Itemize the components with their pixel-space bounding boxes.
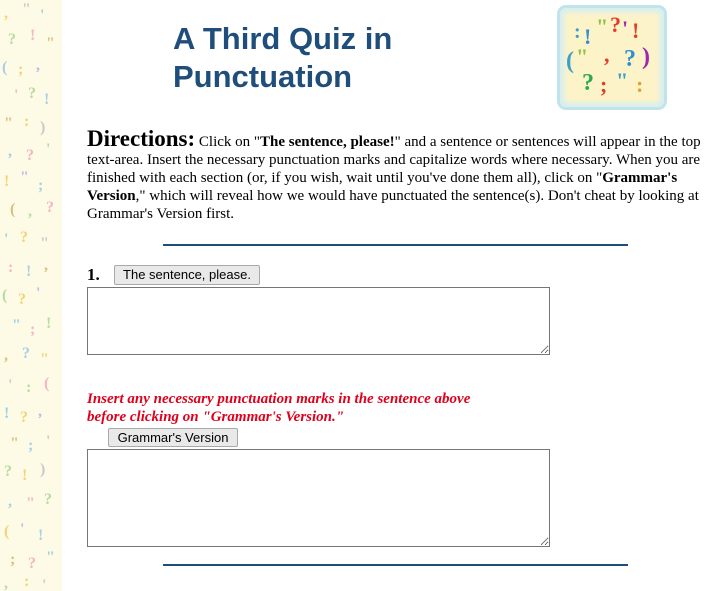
punctuation-pattern-strip <box>0 0 62 591</box>
svg-text:": " <box>22 1 31 18</box>
svg-text::: : <box>24 573 30 590</box>
svg-text:": " <box>10 435 19 452</box>
svg-text:": " <box>576 44 589 69</box>
svg-text:': ' <box>8 377 13 394</box>
svg-text:?: ? <box>8 31 16 48</box>
svg-text:,: , <box>38 403 42 420</box>
svg-text:!: ! <box>4 173 10 190</box>
svg-text:,: , <box>44 257 48 274</box>
svg-text:?: ? <box>18 291 26 308</box>
directions-button-name-1: The sentence, please! <box>260 134 395 150</box>
svg-text:?: ? <box>610 12 621 37</box>
svg-text:,: , <box>28 203 32 220</box>
svg-text:;: ; <box>10 551 16 568</box>
svg-text:(: ( <box>2 287 8 304</box>
svg-text:): ) <box>40 119 46 136</box>
svg-text:?: ? <box>20 409 28 426</box>
answer-textarea[interactable] <box>87 449 550 547</box>
svg-text:!: ! <box>44 91 50 108</box>
question-number: 1. <box>87 265 100 284</box>
directions-heading: Directions: <box>87 126 196 151</box>
svg-text:;: ; <box>30 321 36 338</box>
svg-text:,: , <box>4 347 8 364</box>
svg-text:(: ( <box>44 375 50 392</box>
svg-text:': ' <box>4 231 9 248</box>
svg-text:!: ! <box>632 18 640 43</box>
svg-text:!: ! <box>22 467 28 484</box>
sentence-textarea[interactable] <box>87 287 550 355</box>
svg-text:,: , <box>4 5 8 22</box>
svg-text:?: ? <box>582 70 594 96</box>
svg-text:": " <box>596 14 609 39</box>
svg-text:': ' <box>46 141 51 158</box>
directions-text-part-1: Click on " <box>195 134 261 150</box>
directions-text-part-3: ," which will reveal how we would have punctuated the sentence(s). Don't cheat by looking at Grammar's Version first. <box>87 188 699 222</box>
svg-text:": " <box>40 235 49 252</box>
svg-text:": " <box>20 169 29 186</box>
svg-text:,: , <box>604 42 610 67</box>
svg-text:;: ; <box>18 61 24 78</box>
divider-top <box>163 244 628 246</box>
svg-text:?: ? <box>28 85 36 102</box>
svg-text:": " <box>12 317 21 334</box>
svg-text::: : <box>26 379 32 396</box>
page-title-line-2: Punctuation <box>173 59 353 94</box>
svg-text:!: ! <box>584 24 592 49</box>
svg-text::: : <box>636 72 644 97</box>
svg-text:): ) <box>40 461 46 478</box>
warning-line-1: Insert any necessary punctuation marks in the sentence above <box>87 391 471 407</box>
punctuation-marks-logo <box>560 8 664 107</box>
svg-text:": " <box>40 351 49 368</box>
svg-text:': ' <box>14 87 19 104</box>
svg-text::: : <box>24 113 30 130</box>
svg-text:;: ; <box>38 177 44 194</box>
svg-text:): ) <box>642 44 650 70</box>
svg-text:': ' <box>42 577 47 591</box>
svg-text:": " <box>26 495 35 512</box>
svg-text:,: , <box>8 493 12 510</box>
svg-text:;: ; <box>28 437 34 454</box>
warning-text <box>87 390 527 426</box>
svg-text:': ' <box>46 433 51 450</box>
svg-text:,: , <box>36 57 40 74</box>
svg-text:(: ( <box>10 201 16 218</box>
svg-text:?: ? <box>20 229 28 246</box>
svg-text:?: ? <box>22 345 30 362</box>
svg-text:?: ? <box>28 555 36 572</box>
page-title-line-1: A Third Quiz in <box>173 21 393 56</box>
svg-text:(: ( <box>566 48 574 74</box>
svg-text:": " <box>46 35 55 52</box>
sentence-please-button[interactable]: The sentence, please. <box>114 265 260 285</box>
grammars-version-button[interactable]: Grammar's Version <box>108 428 238 447</box>
svg-text:!: ! <box>38 527 44 544</box>
svg-text:,: , <box>4 575 8 591</box>
svg-text:': ' <box>40 7 45 24</box>
directions-text <box>87 126 707 223</box>
svg-text:?: ? <box>624 46 636 72</box>
svg-text:": " <box>4 115 13 132</box>
directions-button-name-2: Grammar's Version <box>87 170 678 204</box>
page-title <box>173 20 392 96</box>
svg-text:': ' <box>36 285 41 302</box>
svg-text:!: ! <box>26 263 32 280</box>
svg-text:': ' <box>622 16 629 41</box>
svg-text::: : <box>574 21 581 43</box>
svg-text:!: ! <box>46 315 52 332</box>
svg-text:': ' <box>20 521 25 538</box>
svg-text:(: ( <box>4 523 10 540</box>
svg-text::: : <box>8 259 14 276</box>
svg-text:?: ? <box>26 147 34 164</box>
svg-text:?: ? <box>46 199 54 216</box>
warning-line-2: before clicking on "Grammar's Version." <box>87 409 345 425</box>
svg-text:,: , <box>8 143 12 160</box>
svg-text:(: ( <box>2 59 8 76</box>
divider-bottom <box>163 564 628 566</box>
svg-text:!: ! <box>30 27 36 44</box>
directions-text-part-2: " and a sentence or sentences will appear in the top text-area. Insert the necessary punctuation marks and capitalize words where necessary. When you are finished with each section (or, if you wish, wait until you've done them all), click on " <box>87 134 701 186</box>
svg-text:": " <box>616 68 629 93</box>
svg-text:!: ! <box>4 405 10 422</box>
svg-text:": " <box>46 549 55 566</box>
svg-text:?: ? <box>44 491 52 508</box>
svg-text:;: ; <box>600 72 608 97</box>
svg-text:?: ? <box>4 463 12 480</box>
